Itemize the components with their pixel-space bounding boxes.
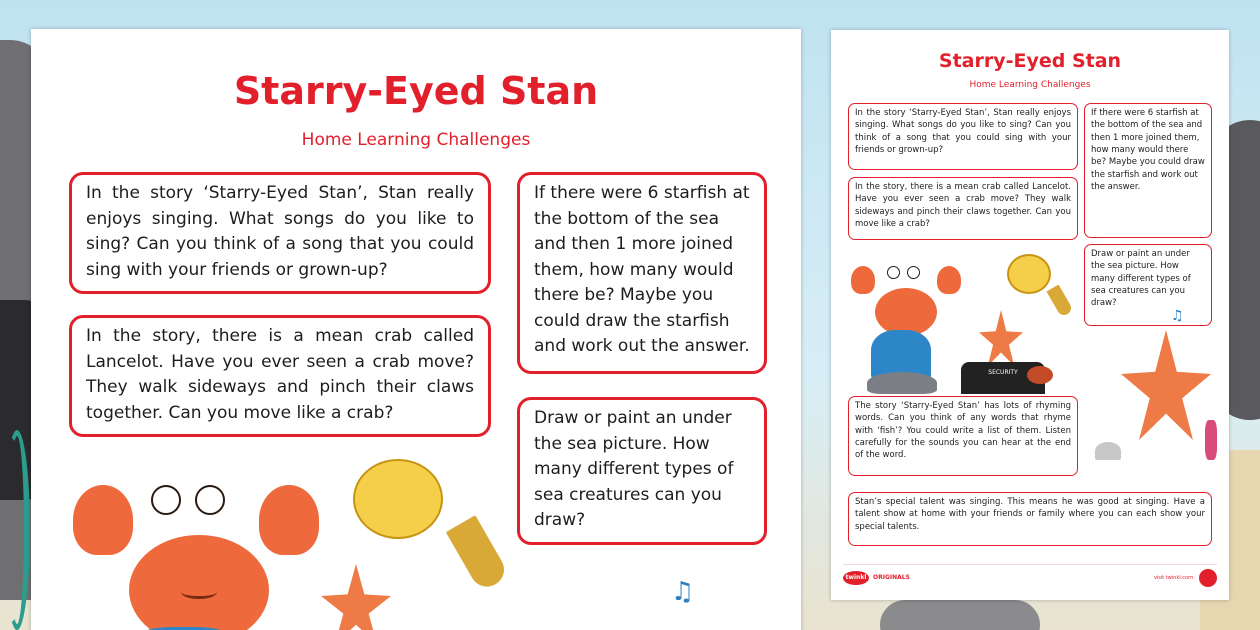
worksheet-footer [843, 564, 1217, 586]
crab-left-eye-small [887, 266, 900, 279]
crab-illustration [69, 475, 319, 630]
page-subtitle: Home Learning Challenges [301, 130, 531, 150]
challenge-card-draw-small: Draw or paint an under the sea picture. How many different types of sea creatures can you draw? [1084, 244, 1212, 326]
page-title: Starry-Eyed Stan [233, 69, 599, 113]
crab-left-claw [73, 485, 133, 555]
challenge-card-crab: In the story, there is a mean crab called Lancelot. Have you ever seen a crab move? They walk sideways and pinch their claws together. Can you move like a crab? [69, 315, 491, 437]
crab-right-eye [195, 485, 225, 515]
crab-left-eye [151, 485, 181, 515]
crab-mouth [181, 585, 217, 599]
quality-badge-icon [1199, 569, 1217, 587]
security-shirt-illustration-small: SECURITY [961, 362, 1045, 394]
crab-right-eye-small [907, 266, 920, 279]
page-title-small: Starry-Eyed Stan [938, 50, 1122, 72]
challenge-card-rhyme-small: The story ‘Starry-Eyed Stan’ has lots of rhyming words. Can you think of any words that rhyme with ‘fish’? You could write a list of them. Listen carefully for the sounds you can hear at the end of the word. [848, 396, 1078, 476]
saxophone-illustration-small [1046, 285, 1073, 318]
saxophone-illustration [446, 515, 510, 593]
stan-starfish-illustration-small [1121, 330, 1211, 440]
pufferfish-illustration-small [1007, 254, 1051, 294]
bottom-rock [880, 600, 1040, 630]
footer-right [1154, 569, 1217, 587]
music-note-icon-small: ♫ [1171, 308, 1184, 324]
challenge-card-singing: In the story ‘Starry-Eyed Stan’, Stan really enjoys singing. What songs do you like to sing? Can you think of a song that you could sing with your friends or grown-up? [69, 172, 491, 294]
shell-illustration-small [1095, 442, 1121, 460]
challenge-card-draw: Draw or paint an under the sea picture. How many different types of sea creatures can you draw? [517, 397, 767, 545]
pufferfish-illustration [353, 459, 443, 539]
starfish-illustration [321, 564, 391, 630]
rock-illustration-small [867, 372, 937, 394]
site-url: visit twinkl.com [1153, 574, 1193, 581]
brand-text: ORIGINALS [873, 574, 910, 581]
brand-lockup [843, 571, 910, 585]
crab-body-small [875, 288, 937, 336]
guitar-illustration-small [1027, 366, 1053, 384]
twinkl-logo-icon: twinkl [843, 571, 869, 585]
crab-right-claw-small [937, 266, 961, 294]
challenge-card-starfish: If there were 6 starfish at the bottom of the sea and then 1 more joined them, how many would there be? Maybe you could draw the starfish and work out the answer. [517, 172, 767, 374]
coral-illustration-small [1205, 420, 1217, 460]
challenge-card-talent-small: Stan’s special talent was singing. This means he was good at singing. Have a talent show at home with your friends or family where you can each show your special talents. [848, 492, 1212, 546]
challenge-card-singing-small: In the story ‘Starry-Eyed Stan’, Stan really enjoys singing. What songs do you like to sing? Can you think of a song that you could sing with your friends or grown-up? [848, 103, 1078, 170]
page-subtitle-small: Home Learning Challenges [969, 80, 1091, 90]
crab-right-claw [259, 485, 319, 555]
worksheet-zoomed-preview [31, 29, 801, 630]
crab-left-claw-small [851, 266, 875, 294]
left-seaweed [4, 430, 30, 630]
challenge-card-crab-small: In the story, there is a mean crab called Lancelot. Have you ever seen a crab move? They walk sideways and pinch their claws together. Can you move like a crab? [848, 177, 1078, 240]
challenge-card-starfish-small: If there were 6 starfish at the bottom of the sea and then 1 more joined them, how many would there be? Maybe you could draw the starfish and work out the answer. [1084, 103, 1212, 238]
patrick-starfish-illustration-small [979, 310, 1023, 366]
music-note-icon: ♫ [671, 577, 695, 607]
worksheet-full-page [831, 30, 1229, 600]
crab-body [129, 535, 269, 630]
